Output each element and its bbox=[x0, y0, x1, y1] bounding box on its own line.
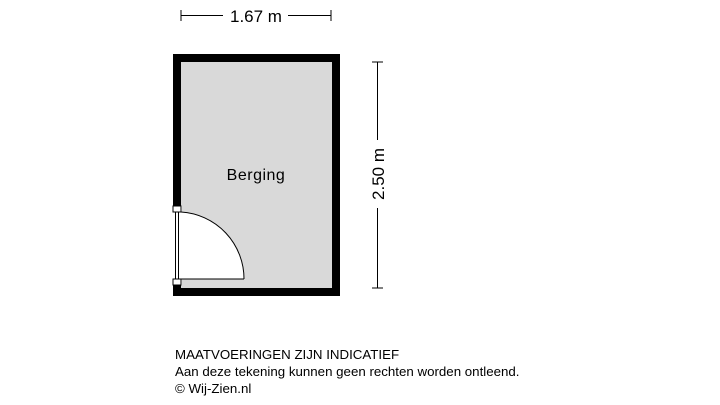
width-dimension bbox=[181, 7, 331, 26]
disclaimer-heading: MAATVOERINGEN ZIJN INDICATIEF bbox=[175, 347, 400, 362]
copyright-text: © Wij-Zien.nl bbox=[175, 381, 252, 396]
door-leaf bbox=[176, 212, 179, 279]
disclaimer-text: Aan deze tekening kunnen geen rechten worden ontleend. bbox=[175, 364, 520, 379]
disclaimer bbox=[175, 346, 715, 397]
height-dimension bbox=[369, 62, 388, 288]
width-dimension-label: 1.67 m bbox=[230, 7, 282, 26]
door-frame-bottom bbox=[173, 279, 181, 285]
room-berging bbox=[172, 54, 340, 296]
room-label: Berging bbox=[226, 167, 286, 184]
height-dimension-label: 2.50 m bbox=[369, 148, 388, 200]
door-frame-top bbox=[173, 206, 181, 212]
